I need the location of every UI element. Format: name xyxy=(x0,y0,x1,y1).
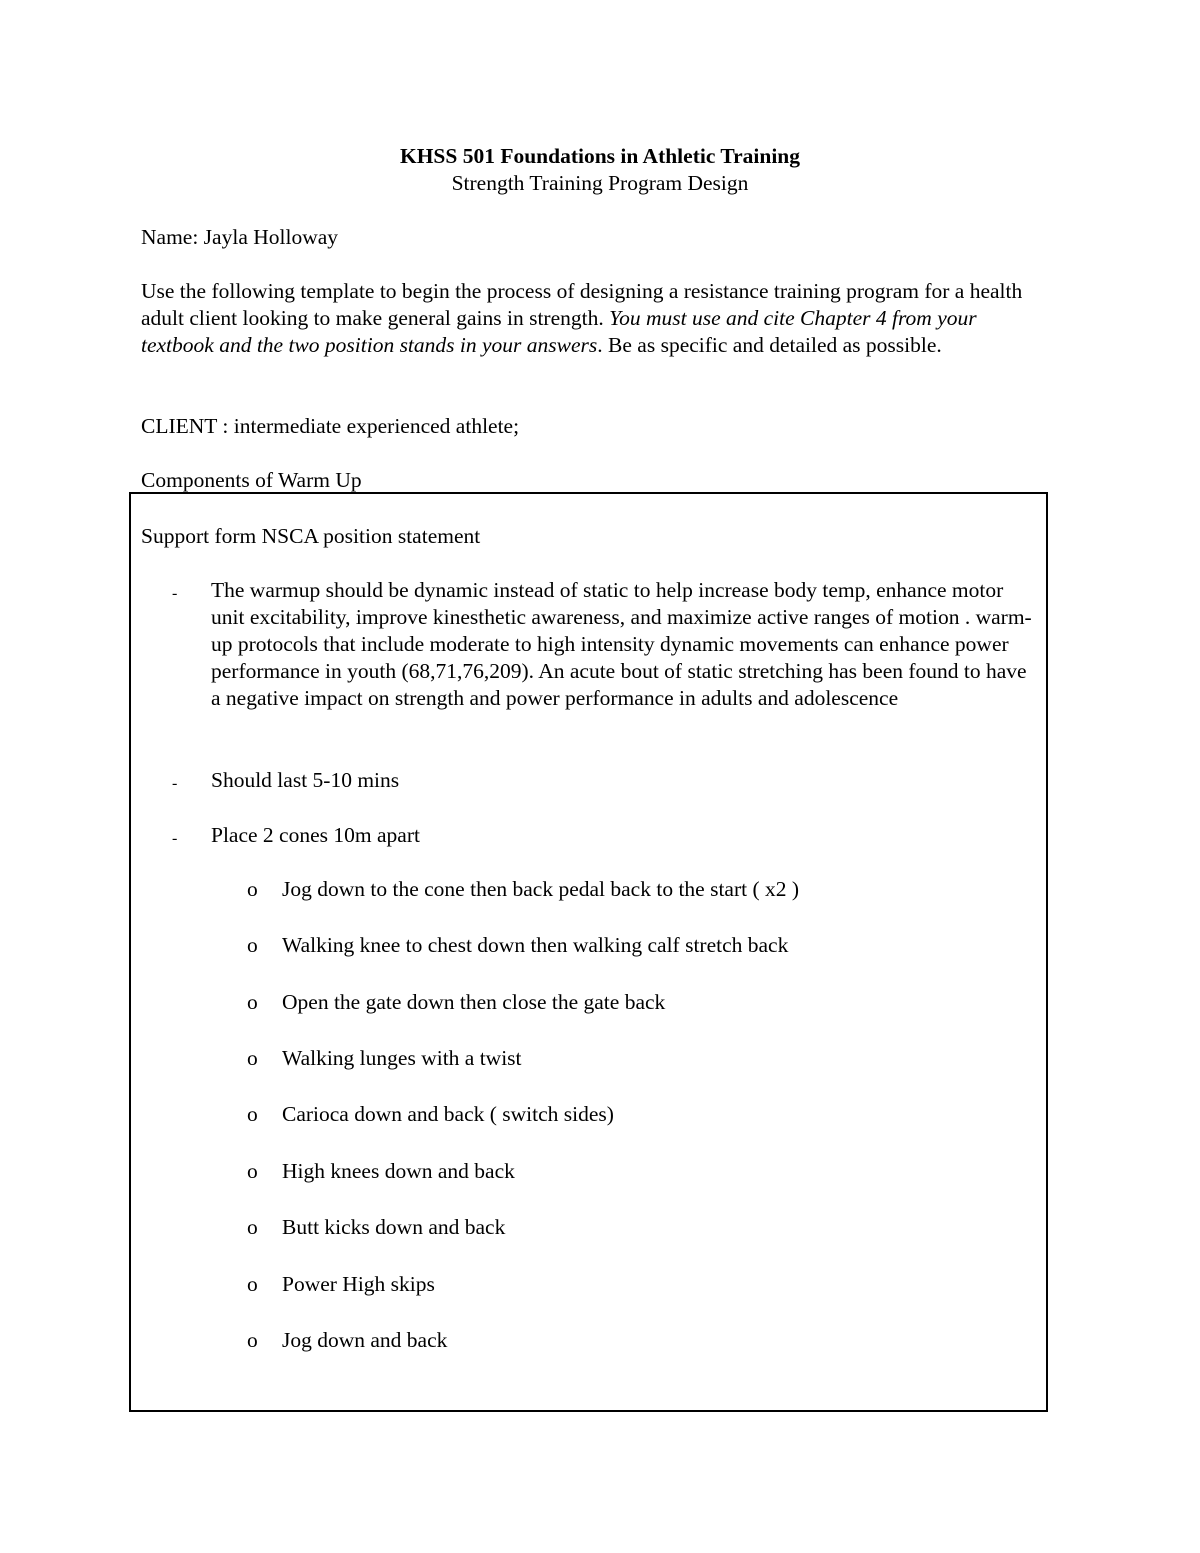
sub-item-high-knees: High knees down and back xyxy=(282,1159,515,1183)
circle-bullet: o xyxy=(247,1159,258,1183)
circle-bullet: o xyxy=(247,1046,258,1070)
sub-item-power-skips: Power High skips xyxy=(282,1272,435,1296)
sub-item-carioca: Carioca down and back ( switch sides) xyxy=(282,1102,614,1126)
document-subtitle: Strength Training Program Design xyxy=(451,171,749,195)
student-name: Name: Jayla Holloway xyxy=(141,225,339,249)
circle-bullet: o xyxy=(247,1328,258,1352)
list-item-warmup-dynamic: The warmup should be dynamic instead of static to help increase body temp, enhance motor unit excitability, improve kinesthetic awareness, and maximize active ranges of motion . warm-up protocols that include moderate to high intensity dynamic movements can enhance power performance in youth (68,71,76,209). An acute bout of static stretching has been found to have a negative impact on strength and power performance in adults and adolescence xyxy=(211,578,1032,710)
instructions-italic: You must use and cite Chapter 4 from your textbook and the two position stands in your answers xyxy=(141,306,977,357)
circle-bullet: o xyxy=(247,877,258,901)
dash-bullet: - xyxy=(172,775,178,792)
circle-bullet: o xyxy=(247,1215,258,1239)
sub-item-knee-to-chest: Walking knee to chest down then walking calf stretch back xyxy=(282,933,789,957)
section-heading: Components of Warm Up xyxy=(141,468,362,492)
circle-bullet: o xyxy=(247,990,258,1014)
support-line: Support form NSCA position statement xyxy=(141,524,481,548)
list-item-duration: Should last 5-10 mins xyxy=(211,768,400,792)
sub-item-lunges: Walking lunges with a twist xyxy=(282,1046,522,1070)
sub-item-jog-down-back: Jog down and back xyxy=(282,1328,448,1352)
circle-bullet: o xyxy=(247,933,258,957)
sub-item-butt-kicks: Butt kicks down and back xyxy=(282,1215,506,1239)
sub-item-jog-backpedal: Jog down to the cone then back pedal back to the start ( x2 ) xyxy=(282,877,800,901)
instructions-paragraph xyxy=(141,278,1053,359)
instructions-text-2: . Be as specific and detailed as possible. xyxy=(597,333,942,357)
sub-item-open-gate: Open the gate down then close the gate back xyxy=(282,990,666,1014)
circle-bullet: o xyxy=(247,1272,258,1296)
dash-bullet: - xyxy=(172,585,178,602)
document-title: KHSS 501 Foundations in Athletic Training xyxy=(399,144,801,168)
dash-bullet: - xyxy=(172,830,178,847)
list-item-cones: Place 2 cones 10m apart xyxy=(211,823,420,847)
instructions-text-1: Use the following template to begin the process of designing a resistance training program for a health adult client looking to make general gains in strength. xyxy=(141,279,1023,330)
client-line: CLIENT : intermediate experienced athlete; xyxy=(141,414,520,438)
circle-bullet: o xyxy=(247,1102,258,1126)
